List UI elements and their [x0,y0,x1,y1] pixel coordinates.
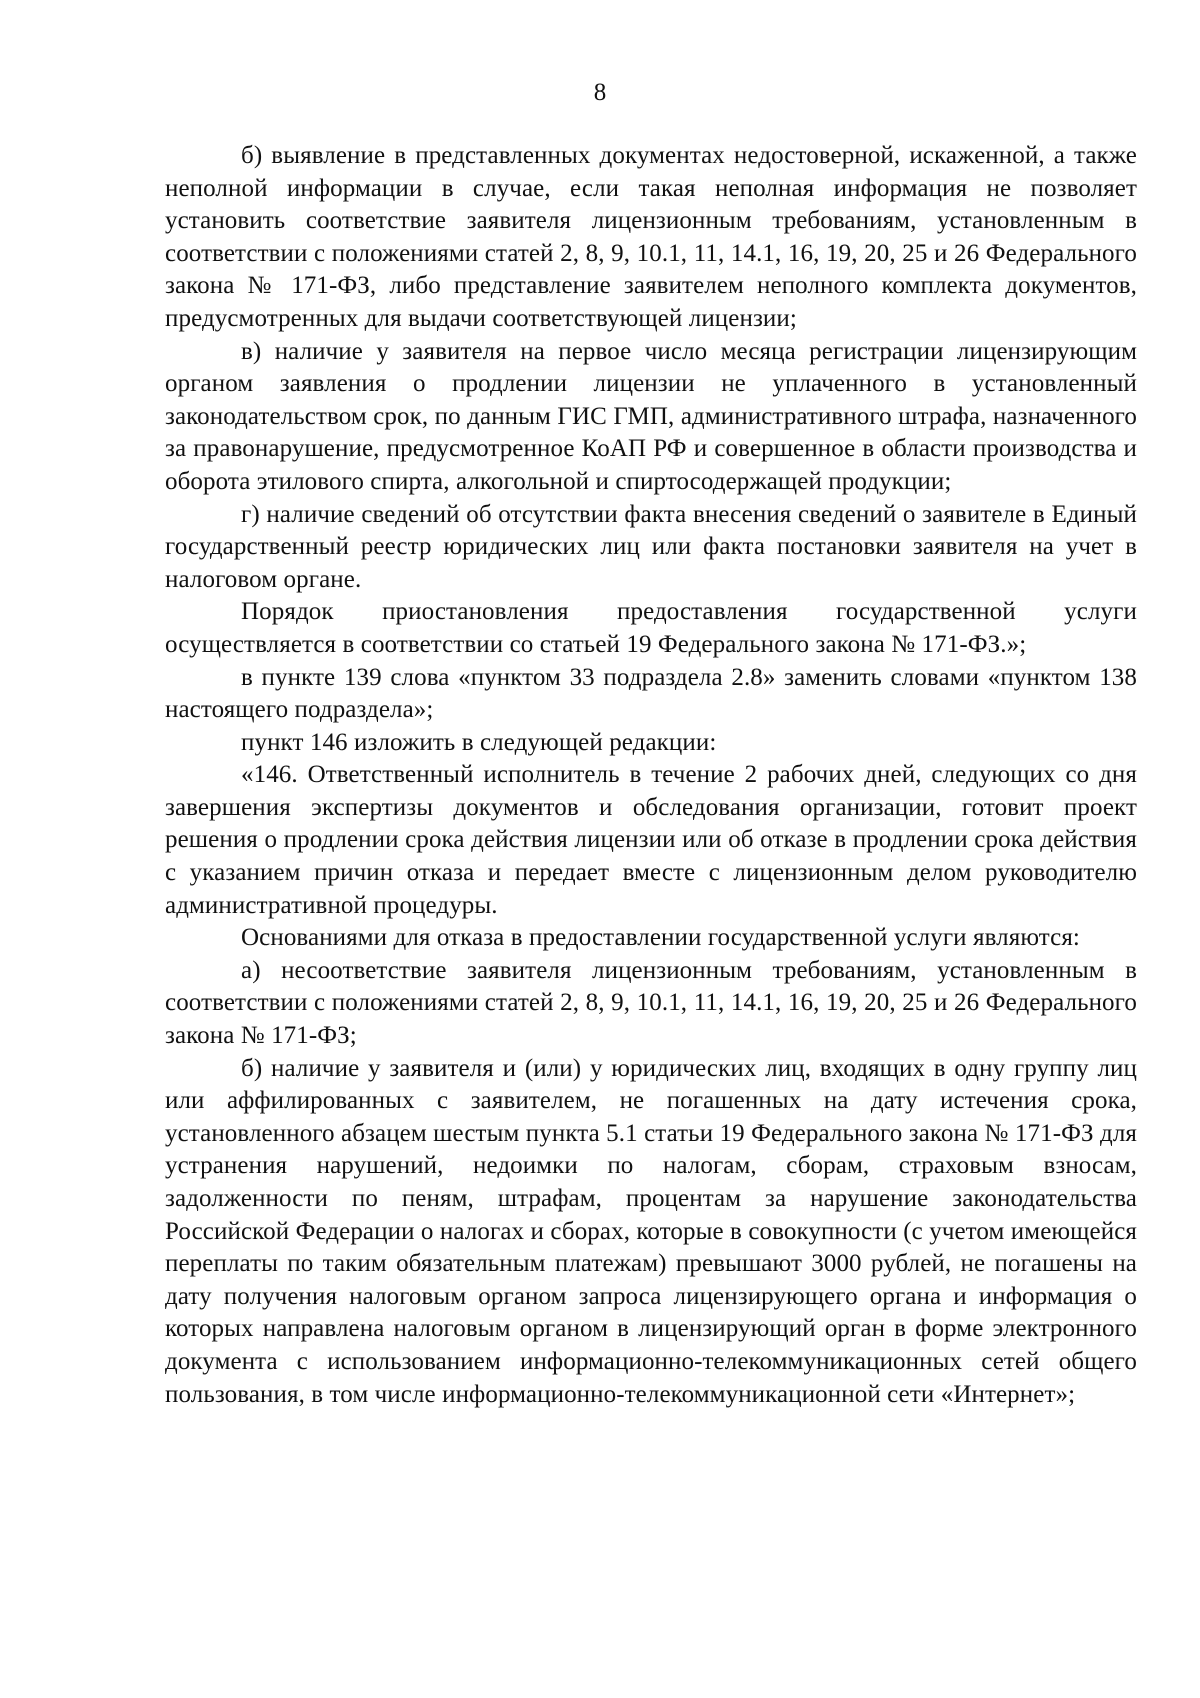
paragraph-refusal-grounds-intro: Основаниями для отказа в предоставлении государственной услуги являются: [241,924,1080,952]
paragraph-item-b-unreliable-info: б) выявление в представленных документах недостоверной, искаженной, а также неполной информации в случае, если такая неполная информация не позволяет установить соответствие заявителя лицензионным требованиям, установленным в соответствии с положениями статей 2, 8, 9, 10.1, 11, 14.1, 16, 19, 20, 25 и 26 Федерального закона № 171-ФЗ, либо представление заявителем неполного комплекта документов, предусмотренных для выдачи соответствующей лицензии; [165,142,1137,332]
page-number: 8 [593,79,607,106]
paragraph-point-146-text: «146. Ответственный исполнитель в течение 2 рабочих дней, следующих со дня завершения экспертизы документов и обследования организации, готовит проект решения о продлении срока действия лицензии или об отказе в продлении срока действия с указанием причин отказа и передает вместе с лицензионным делом руководителю административной процедуры. [165,761,1137,919]
paragraph-point-146-intro: пункт 146 изложить в следующей редакции: [241,728,717,756]
paragraph-refusal-item-b: б) наличие у заявителя и (или) у юридических лиц, входящих в одну группу лиц или аффилированных с заявителем, не погашенных на дату истечения срока, установленного абзацем шестым пункта 5.1 статьи 19 Федерального закона № 171-ФЗ для устранения нарушений, недоимки по налогам, сборам, страховым взносам, задолженности по пеням, штрафам, процентам за нарушение законодательства Российской Федерации о налогах и сборах, которые в совокупности (с учетом имеющейся переплаты по таким обязательным платежам) превышают 3000 рублей, не погашены на дату получения налоговым органом запроса лицензирующего органа и информация о которых направлена налоговым органом в лицензирующий орган в форме электронного документа с использованием информационно-телекоммуникационных сетей общего пользования, в том числе информационно-телекоммуникационной сети «Интернет»; [165,1054,1137,1408]
paragraph-item-v-unpaid-fine: в) наличие у заявителя на первое число месяца регистрации лицензирующим органом заявления о продлении лицензии не уплаченного в установленный законодательством срок, по данным ГИС ГМП, административного штрафа, назначенного за правонарушение, предусмотренное КоАП РФ и совершенное в области производства и оборота этилового спирта, алкогольной и спиртосодержащей продукции; [165,337,1137,495]
paragraph-suspension-procedure: Порядок приостановления предоставления государственной услуги осуществляется в соответствии со статьей 19 Федерального закона № 171-ФЗ.»; [165,598,1137,658]
paragraph-refusal-item-a: а) несоответствие заявителя лицензионным требованиям, установленным в соответствии с положениями статей 2, 8, 9, 10.1, 11, 14.1, 16, 19, 20, 25 и 26 Федерального закона № 171-ФЗ; [165,956,1137,1050]
paragraph-item-g-registry-info: г) наличие сведений об отсутствии факта внесения сведений о заявителе в Единый государственный реестр юридических лиц или факта постановки заявителя на учет в налоговом органе. [165,500,1137,593]
paragraph-point-139-amendment: в пункте 139 слова «пунктом 33 подраздела 2.8» заменить словами «пунктом 138 настоящего подраздела»; [165,663,1137,724]
document-body [165,140,1137,1411]
